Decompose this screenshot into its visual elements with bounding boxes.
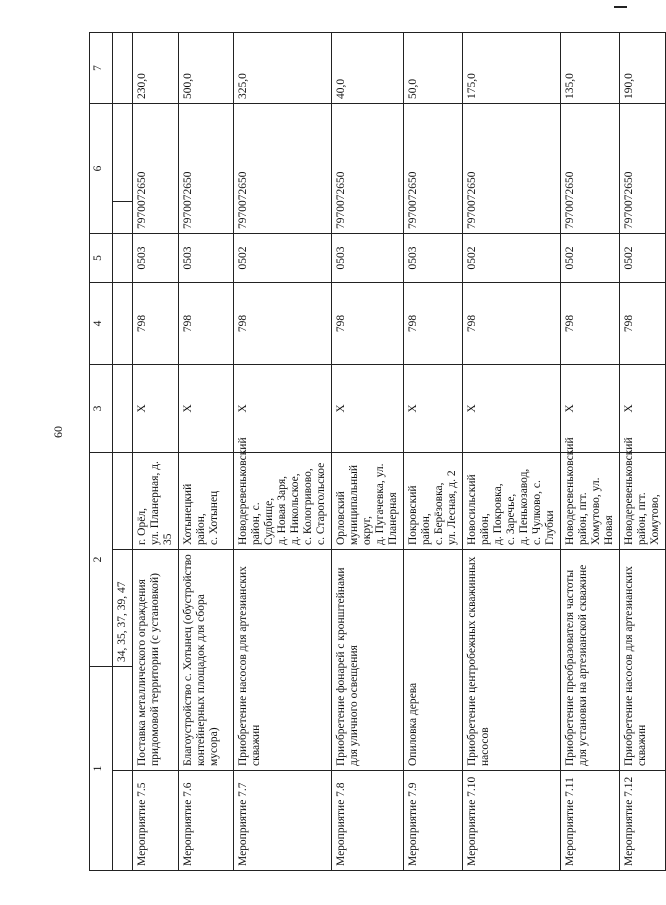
continuation-cell-empty <box>113 283 133 365</box>
continuation-row <box>113 33 133 871</box>
header-col-7: 7 <box>90 33 113 104</box>
budget-table-container <box>89 33 661 871</box>
grbs-code-cell: 798 <box>133 283 179 365</box>
mark-cell: X <box>620 365 666 453</box>
mark-cell: X <box>332 365 404 453</box>
continuation-cell-empty <box>113 667 133 771</box>
location-cell: Новодеревеньковский район, с. Судбище, д. Новая Заря, д. Никольское, с. Кологривово, с. Старогольское <box>234 453 332 550</box>
continuation-cell-empty <box>113 453 133 550</box>
table-row <box>332 33 404 871</box>
measure-name-cell: Мероприятие 7.11 <box>561 771 620 871</box>
measure-description-cell: Опиловка дерева <box>404 550 463 771</box>
mark-cell: X <box>463 365 561 453</box>
header-col-5: 5 <box>90 234 113 283</box>
location-cell: Орловский муниципальный округ, д. Пугачевка, ул. Планерная <box>332 453 404 550</box>
table-row <box>234 33 332 871</box>
table-row <box>620 33 666 871</box>
mark-cell: X <box>561 365 620 453</box>
target-item-code-cell: 7970072650 <box>463 104 561 234</box>
mark-cell: X <box>179 365 234 453</box>
mark-cell: X <box>133 365 179 453</box>
continuation-cell-empty <box>113 202 133 234</box>
grbs-code-cell: 798 <box>463 283 561 365</box>
location-cell: Хотынецкий район, с. Хотынец <box>179 453 234 550</box>
grbs-code-cell: 798 <box>179 283 234 365</box>
target-item-code-cell: 7970072650 <box>234 104 332 234</box>
table-row <box>561 33 620 871</box>
section-code-cell: 0502 <box>463 234 561 283</box>
amount-cell: 50,0 <box>404 33 463 104</box>
table-row <box>179 33 234 871</box>
amount-cell: 500,0 <box>179 33 234 104</box>
location-cell: Покровский район, с. Берёзовка, ул. Лесная, д. 2 <box>404 453 463 550</box>
section-code-cell: 0503 <box>404 234 463 283</box>
header-row <box>90 33 113 871</box>
header-col-2: 2 <box>90 453 113 667</box>
table-row <box>404 33 463 871</box>
section-code-cell: 0502 <box>620 234 666 283</box>
grbs-code-cell: 798 <box>620 283 666 365</box>
location-cell: Новодеревеньковский район, пгт. Хомутово, ул. Новая <box>561 453 620 550</box>
continuation-cell-indices: 34, 35, 37, 39, 47 <box>113 550 133 667</box>
measure-description-cell: Приобретение насосов для артезианских скважин <box>234 550 332 771</box>
location-cell: Новодеревеньковский район, пгт. Хомутово, <box>620 453 666 550</box>
continuation-cell-empty <box>113 365 133 453</box>
amount-cell: 325,0 <box>234 33 332 104</box>
section-code-cell: 0503 <box>133 234 179 283</box>
target-item-code-cell: 7970072650 <box>332 104 404 234</box>
amount-cell: 40,0 <box>332 33 404 104</box>
table-row <box>463 33 561 871</box>
page-number: 60 <box>51 426 65 438</box>
budget-table <box>89 32 666 871</box>
target-item-code-cell: 7970072650 <box>404 104 463 234</box>
continuation-cell-empty <box>113 771 133 871</box>
location-cell: г. Орёл, ул. Планерная, д. 35 <box>133 453 179 550</box>
location-cell: Новосильский район, д. Покровка, с. Заречье, д. Пенькозавод, с. Чулково, с. Глубки <box>463 453 561 550</box>
target-item-code-cell: 7970072650 <box>561 104 620 234</box>
measure-description-cell: Приобретение преобразователя частоты для установки на артезианской скважине <box>561 550 620 771</box>
header-col-3: 3 <box>90 365 113 453</box>
section-code-cell: 0502 <box>234 234 332 283</box>
mark-cell: X <box>404 365 463 453</box>
measure-name-cell: Мероприятие 7.7 <box>234 771 332 871</box>
header-col-6: 6 <box>90 104 113 234</box>
measure-name-cell: Мероприятие 7.12 <box>620 771 666 871</box>
target-item-code-cell: 7970072650 <box>620 104 666 234</box>
header-col-4: 4 <box>90 283 113 365</box>
measure-name-cell: Мероприятие 7.10 <box>463 771 561 871</box>
measure-description-cell: Приобретение насосов для артезианских скважин <box>620 550 666 771</box>
grbs-code-cell: 798 <box>561 283 620 365</box>
continuation-cell-empty <box>113 104 133 202</box>
measure-description-cell: Приобретение центробежных скважинных насосов <box>463 550 561 771</box>
header-col-1: 1 <box>90 667 113 871</box>
continuation-cell-empty <box>113 234 133 283</box>
amount-cell: 175,0 <box>463 33 561 104</box>
section-code-cell: 0502 <box>561 234 620 283</box>
section-code-cell: 0503 <box>179 234 234 283</box>
measure-name-cell: Мероприятие 7.6 <box>179 771 234 871</box>
section-code-cell: 0503 <box>332 234 404 283</box>
amount-cell: 190,0 <box>620 33 666 104</box>
continuation-cell-empty <box>113 33 133 104</box>
grbs-code-cell: 798 <box>404 283 463 365</box>
amount-cell: 135,0 <box>561 33 620 104</box>
corner-mark <box>614 6 627 8</box>
grbs-code-cell: 798 <box>234 283 332 365</box>
measure-description-cell: Поставка металлического ограждения придомовой территории (с установкой) <box>133 550 179 771</box>
amount-cell: 230,0 <box>133 33 179 104</box>
table-row <box>133 33 179 871</box>
grbs-code-cell: 798 <box>332 283 404 365</box>
target-item-code-cell: 7970072650 <box>179 104 234 234</box>
measure-name-cell: Мероприятие 7.8 <box>332 771 404 871</box>
mark-cell: X <box>234 365 332 453</box>
measure-name-cell: Мероприятие 7.5 <box>133 771 179 871</box>
measure-name-cell: Мероприятие 7.9 <box>404 771 463 871</box>
measure-description-cell: Приобретение фонарей с кронштейнами для уличного освещения <box>332 550 404 771</box>
target-item-code-cell: 7970072650 <box>133 104 179 234</box>
measure-description-cell: Благоустройство с. Хотынец (обустройство контейнерных площадок для сбора мусора) <box>179 550 234 771</box>
